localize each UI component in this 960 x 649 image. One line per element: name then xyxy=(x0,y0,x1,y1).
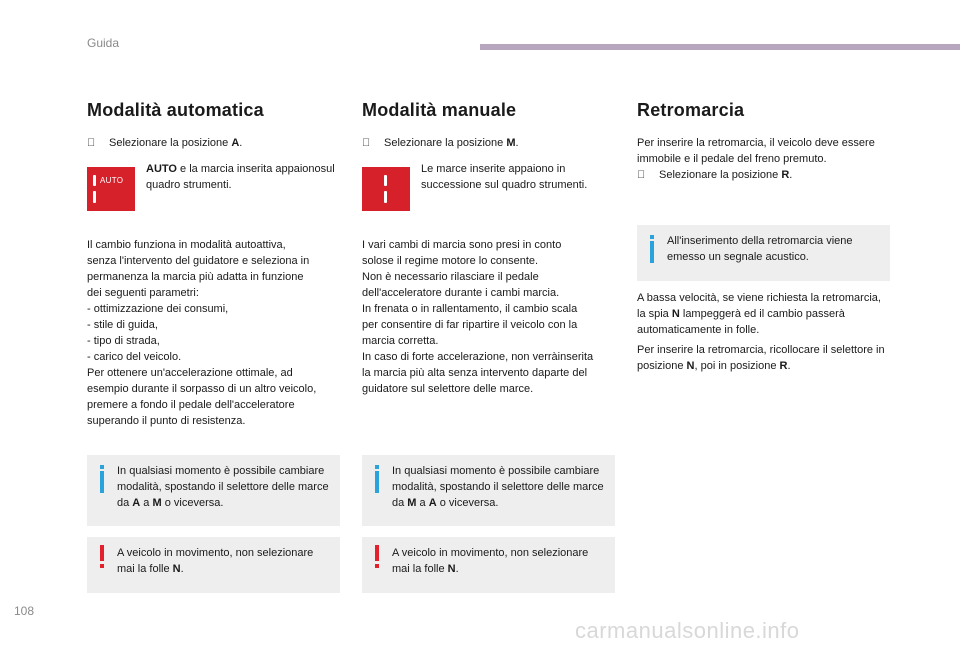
warning-icon xyxy=(97,545,109,577)
auto-indicator-caption: AUTO e la marcia inserita appaionosul quadro strumenti. xyxy=(146,163,335,191)
body-manuale: I vari cambi di marcia sono presi in conto solose il regime motore lo consente. Non è necessario rilasciare il pedale dell'acceleratore durante i cambi marcia. In frenata o in rallentamento, il cambio scala per consentire di far ripartire il veicolo con la marcia corretta. In caso di forte accelerazione, non verràinserita la marcia più alta senza intervento daparte del guidatore sul selettore delle marce. xyxy=(362,239,594,395)
title-retromarcia: Retromarcia xyxy=(637,100,745,120)
column-manuale xyxy=(362,100,617,397)
warning-box-automatica: A veicolo in movimento, non selezionare mai la folle N. xyxy=(87,537,340,593)
warning-box-manuale: A veicolo in movimento, non selezionare mai la folle N. xyxy=(362,537,615,593)
info-icon xyxy=(647,233,659,265)
bullet-manuale: Selezionare la posizione M. xyxy=(362,135,617,151)
intro-retromarcia: Per inserire la retromarcia, il veicolo deve essere immobile e il pedale del freno premuto. xyxy=(637,137,875,165)
manual-indicator-row xyxy=(362,161,617,211)
title-manuale: Modalità manuale xyxy=(362,100,517,120)
info-box-automatica: In qualsiasi momento è possibile cambiare modalità, spostando il selettore delle marce da A a M o viceversa. xyxy=(87,455,340,526)
title-automatica: Modalità automatica xyxy=(87,100,264,120)
header-bar xyxy=(480,44,960,50)
column-retromarcia xyxy=(637,100,892,193)
bullet-retromarcia: Selezionare la posizione R. xyxy=(637,167,892,183)
pointer-bullet-icon xyxy=(362,135,384,151)
pointer-bullet-icon xyxy=(87,135,109,151)
column-automatica xyxy=(87,100,342,429)
auto-indicator-icon: AUTO xyxy=(87,167,135,211)
info-box-manuale: In qualsiasi momento è possibile cambiare modalità, spostando il selettore delle marce da M a A o viceversa. xyxy=(362,455,615,526)
paragraph-ricollocare: Per inserire la retromarcia, ricollocare il selettore in posizione N, poi in posizione R. xyxy=(637,344,885,372)
manual-indicator-icon xyxy=(362,167,410,211)
paragraph-bassa-velocita: A bassa velocità, se viene richiesta la retromarcia, la spia N lampeggerà ed il cambio passerà automaticamente in folle. xyxy=(637,292,881,336)
info-icon xyxy=(97,463,109,511)
auto-indicator-row xyxy=(87,161,342,211)
warning-icon xyxy=(372,545,384,577)
body-automatica: Il cambio funziona in modalità autoattiva, senza l'intervento del guidatore e seleziona in permanenza la marcia più adatta in funzione dei seguenti parametri: - ottimizzazione dei consumi, - stile di guida, - tipo di strada, - carico del veicolo. Per ottenere un'accelerazione ottimale, ad esempio durante il sorpasso di un altro veicolo, premere a fondo il pedale dell'acceleratore superando il punto di resistenza. xyxy=(87,239,317,427)
bullet-automatica: Selezionare la posizione A. xyxy=(87,135,342,151)
manual-indicator-caption: Le marce inserite appaiono in successione sul quadro strumenti. xyxy=(421,163,588,191)
section-label: Guida xyxy=(87,36,120,50)
page-number: 108 xyxy=(14,604,35,618)
watermark: carmanualsonline.info xyxy=(575,618,800,643)
pointer-bullet-icon xyxy=(637,167,659,183)
info-box-retromarcia: All'inserimento della retromarcia viene emesso un segnale acustico. xyxy=(637,225,890,281)
info-icon xyxy=(372,463,384,511)
